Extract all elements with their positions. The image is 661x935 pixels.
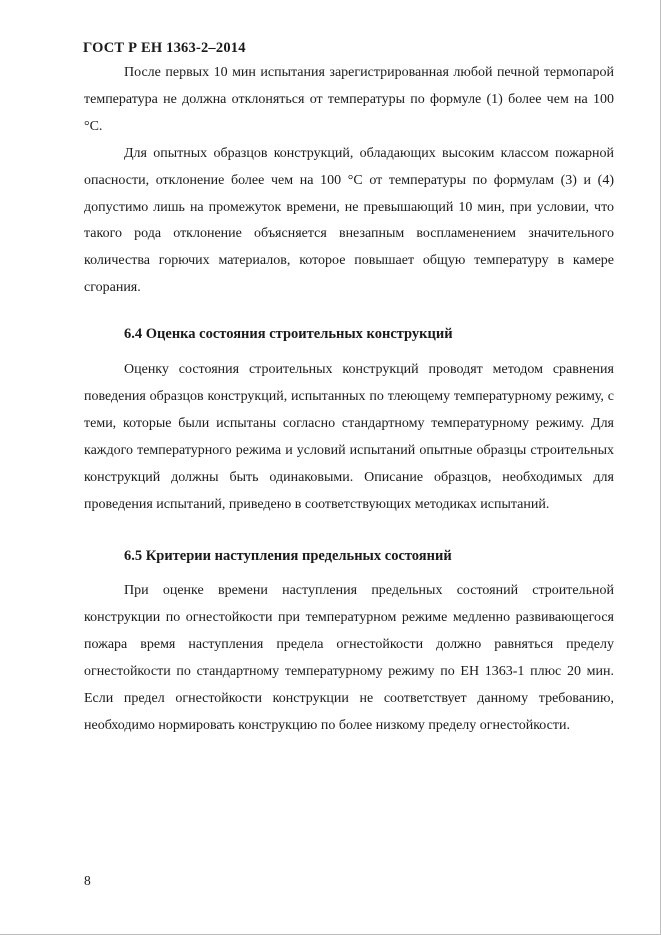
spacer [84, 302, 614, 321]
section-heading-6-5: 6.5 Критерии наступления предельных состояний [124, 547, 452, 564]
section-text-6-4: Оценку состояния строительных конструкций проводят методом сравнения поведения образцов конструкций, испытанных по тлеющему температурному режиму, с теми, которые были испытаны согласно стандартному температурному режиму. Для каждого температурного режима и условий испытаний опытные образцы строительных конструкций должны быть одинаковыми. Описание образцов, необходимых для проведения испытаний, приведено в соответствующих методиках испытаний. [84, 362, 614, 512]
document-body [84, 60, 614, 740]
section-heading-6-4: 6.4 Оценка состояния строительных конструкций [124, 326, 453, 343]
paragraph-deviation-limit: После первых 10 мин испытания зарегистрированная любой печной термопарой температура не должна отклоняться от температуры по формуле (1) более чем на 100 °С. [84, 65, 614, 134]
spacer [84, 519, 614, 543]
page-number: 8 [84, 873, 91, 888]
section-text-6-5: При оценке времени наступления предельных состояний строительной конструкции по огнестойкости при температурном режиме медленно развивающегося пожара время наступления предела огнестойкости должно равняться пределу огнестойкости по стандартному температурному режиму по ЕН 1363-1 плюс 20 мин. Если предел огнестойкости конструкции не соответствует данному требованию, необходимо нормировать конструкцию по более низкому пределу огнестойкости. [84, 583, 614, 733]
paragraph-high-hazard-exception: Для опытных образцов конструкций, обладающих высоким классом пожарной опасности, отклонение более чем на 100 °С от температуры по формулам (3) и (4) допустимо лишь на промежуток времени, не превышающий 10 мин, при условии, что такого рода отклонение объясняется внезапным воспламенением значительного количества горючих материалов, которое повышает общую температуру в камере сгорания. [84, 145, 614, 296]
document-code-header: ГОСТ Р ЕН 1363-2–2014 [83, 40, 246, 56]
spacer [84, 348, 614, 357]
spacer [84, 569, 614, 578]
